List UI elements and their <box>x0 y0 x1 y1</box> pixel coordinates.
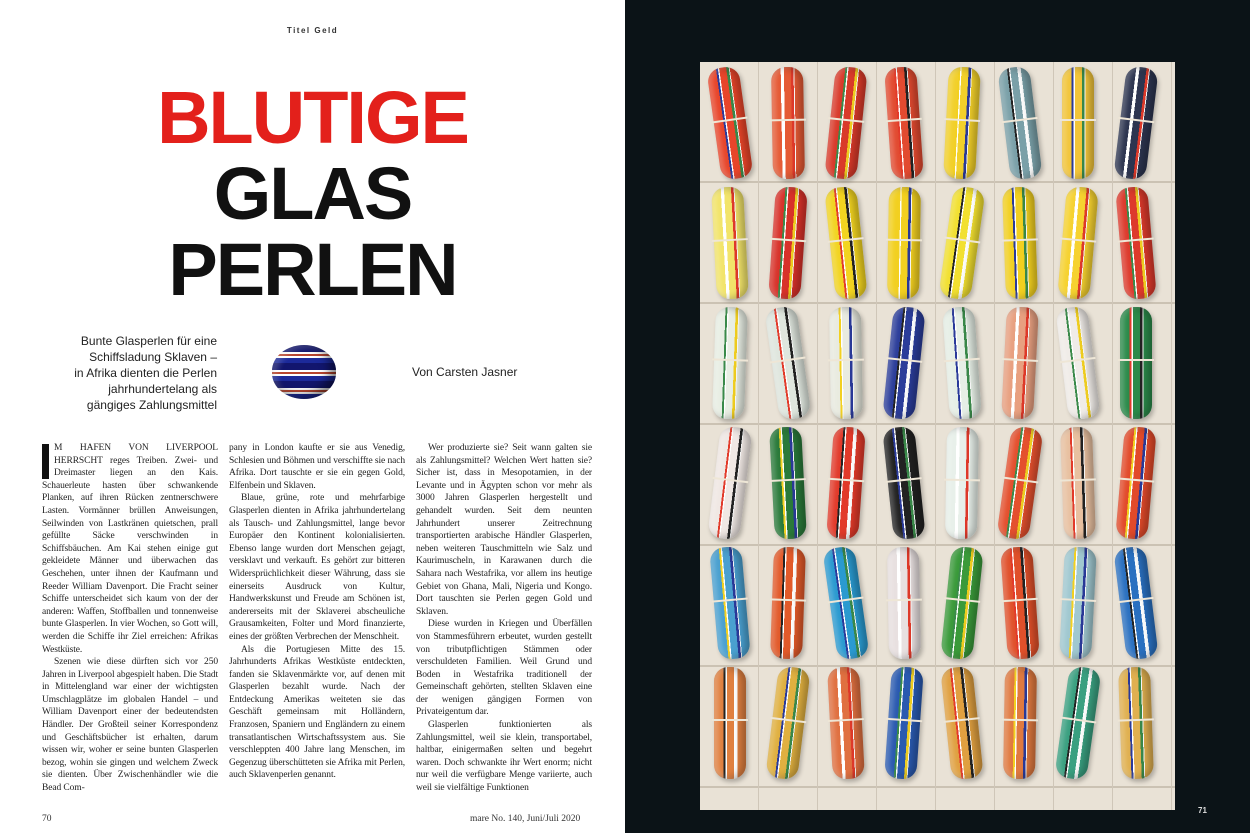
glass-bead <box>997 65 1042 180</box>
glass-bead <box>1002 186 1038 299</box>
standfirst-line: in Afrika dienten die Perlen <box>74 366 217 380</box>
glass-bead <box>706 65 753 180</box>
headline-line-3: PERLEN <box>168 228 457 311</box>
glass-bead <box>1113 545 1158 660</box>
glass-bead <box>882 426 926 541</box>
standfirst-line: Schiffsladung Sklaven – <box>89 350 217 364</box>
glass-bead <box>714 667 746 779</box>
glass-bead <box>1003 667 1037 780</box>
glass-bead <box>1113 65 1158 180</box>
standfirst-line: Bunte Glasperlen für eine <box>80 334 217 348</box>
standfirst <box>20 333 217 413</box>
glass-bead <box>770 546 806 659</box>
glass-bead <box>768 186 808 300</box>
paragraph: Glasperlen funktionierten als Zahlungsmittel, weil sie klein, transportabel, haltbar, einigermaßen selten und begehrt waren. Doch schwankte ihr Wert enorm; nicht nur weil die verfügbare Menge variierte, auch weil sie vielfältige Funktionen <box>416 720 592 794</box>
byline: Von Carsten Jasner <box>412 365 518 379</box>
glass-bead <box>771 67 805 180</box>
glass-bead <box>826 426 866 540</box>
glass-bead <box>1059 546 1097 660</box>
glass-bead <box>945 427 979 540</box>
glass-bead <box>940 666 984 781</box>
page-number-left: 70 <box>42 814 52 824</box>
glass-bead <box>1001 306 1039 420</box>
drop-cap-bar <box>42 444 49 479</box>
glass-bead <box>824 186 868 301</box>
body-column-3 <box>416 442 592 795</box>
glass-bead <box>827 666 865 780</box>
glass-bead <box>943 66 981 180</box>
paragraph: pany in London kaufte er sie aus Venedig, Schlesien und Böhmen und verschiffte sie nach Afrika. Dort tauschte er sie ein gegen Gold, Elfenbein und Sklaven. <box>229 443 405 491</box>
glass-bead <box>938 185 985 300</box>
glass-bead <box>1062 67 1094 179</box>
section-kicker: Titel Geld <box>286 26 339 35</box>
headline-line-2: GLAS <box>213 152 412 235</box>
headline-line-1: BLUTIGE <box>157 76 468 159</box>
glass-bead <box>829 307 863 420</box>
paragraph <box>42 442 218 656</box>
glass-bead <box>1000 546 1040 660</box>
glass-bead <box>942 306 982 420</box>
glass-bead <box>769 426 807 540</box>
glass-bead <box>765 665 810 780</box>
paragraph: Als die Portugiesen Mitte des 15. Jahrhunderts Afrikas Westküste entdeckten, fanden sie Sklavenmärkte vor, auf denen mit Glasperlen bezahlt wurde. Nach der Entdeckung Amerikas weiteten sie das Geschäft gemeinsam mit Holländern, Franzosen, Spaniern und Engländern zu einem transatlantischen Wirtschaftssystem aus. Sie verschleppten 400 Jahre lang Menschen, im Gegenzug überschütteten sie Afrika mit Perlen, auch Sklavenperlen genannt. <box>229 644 405 781</box>
glass-bead <box>884 66 924 180</box>
glass-bead <box>940 546 984 661</box>
chevron-bead-image <box>272 345 336 399</box>
body-column-1 <box>42 442 218 795</box>
glass-bead <box>1115 186 1157 300</box>
paragraph: Szenen wie diese dürften sich vor 250 Jahren in Liverpool abgespielt haben. Die Stadt in Mittelengland war einer der wichtigsten Umschlagplätze im globalen Handel – und William Davenport einer der bedeutendsten Händler. Der Großteil seiner Korrespondenz und Geschäftsbücher ist erhalten, darum wissen wir, woher er seine bunten Glasperlen bezog, wohin sie gingen und welchem Zweck sie dienten. Über Zwischenhändler wie die Bead Com- <box>42 657 219 794</box>
glass-bead <box>887 547 921 660</box>
standfirst-line: gängiges Zahlungsmittel <box>86 398 217 412</box>
glass-bead <box>764 305 811 420</box>
paragraph: Diese wurden in Kriegen und Überfällen von Stammesführern erbeutet, wurden gestellt von tributpflichtigen Stämmen oder verschuldeten Familien. Weil Grund und Boden in Westafrika traditionell der Gemeinschaft gehörten, stellten Sklaven eine der wenigen gängigen Formen von Privateigentum dar. <box>416 619 592 718</box>
bead-sample-board <box>700 62 1175 810</box>
glass-bead <box>884 666 924 780</box>
glass-bead <box>1055 305 1100 420</box>
paragraph: Blaue, grüne, rote und mehrfarbige Glasperlen dienten in Afrika jahrhundertelang als Tausch- und Zahlungsmittel, lange bevor Europäer den Kontinent kolonialisierten. Ebenso lange wurden dort Menschen gejagt, versklavt und verkauft. Es gehört zur bitteren Widersprüchlichkeit dieser Währung, dass sie einerseits Ausdruck von Kultur, Handwerkskunst und Freude am Schönen ist, andererseits mit der Sklaverei abscheuliche Grausamkeiten, Folter und Mord finanzierte, eines der größten Verbrechen der Menschheit. <box>229 493 405 642</box>
glass-bead <box>822 545 869 660</box>
glass-bead <box>1115 426 1157 540</box>
lead-caps: M HAFEN VON LIVERPOOL HERRSCHT <box>54 443 218 466</box>
glass-bead <box>711 186 749 300</box>
paragraph-text: reges Treiben. Zwei- und Dreimaster liegen an den Kais. Schauerleute hasten über schwankende Planken, auf ihren Rücken zentnerschwere Lasten. Vormänner brüllen Anweisungen, Seilwinden von Lastkränen quietschen, prall gefüllte Säcke verschwinden in Schiffsbäuchen. Am Kai stehen einige gut gekleidete Männer und überwachen das Geschehen, unter ihnen der Kaufmann und Reeder William Davenport. Die Fracht seiner Schiffe unterscheidet sich kaum von der der anderen: Waffen, Stoffballen und tonnenweise bunte Glasperlen. In vier Wochen, so Gott will, werden die Schiffe ihr Ziel erreichen: Afrikas Westküste. <box>42 455 218 655</box>
glass-bead <box>709 546 751 660</box>
glass-bead <box>1054 665 1101 780</box>
glass-bead <box>824 66 868 181</box>
body-column-2 <box>229 442 405 782</box>
glass-bead <box>1118 666 1154 779</box>
right-page-photo <box>625 0 1250 833</box>
glass-bead <box>1057 186 1099 300</box>
glass-bead <box>712 306 748 419</box>
glass-bead <box>1120 307 1152 419</box>
glass-bead <box>887 187 921 300</box>
glass-bead <box>996 425 1043 540</box>
glass-bead <box>882 306 926 421</box>
glass-bead <box>707 425 752 540</box>
issue-info: mare No. 140, Juni/Juli 2020 <box>470 814 581 824</box>
glass-bead <box>1060 426 1096 539</box>
standfirst-line: jahrhundertelang als <box>108 382 217 396</box>
paragraph: Wer produzierte sie? Seit wann galten sie als Zahlungsmittel? Welchen Wert hatten sie? Sicher ist, dass in Mesopotamien, in der Levante und in Ägypten schon vor mehr als 3000 Jahren Glasperlen hergestellt und gehandelt wurden. Seit dem neunten Jahrhundert unserer Zeitrechnung transportierten arabische Händler Glasperlen, neben weiteren Tauschmitteln wie Salz und Kaurimuscheln, in Karawanen durch die Sahara nach Westafrika, vor allem ins heutige Gebiet von Ghana, Mali, Nigeria und Kongo. Dort tauschten sie Perlen gegen Gold und Sklaven. <box>416 443 592 617</box>
page-number-right: 71 <box>1198 806 1207 815</box>
